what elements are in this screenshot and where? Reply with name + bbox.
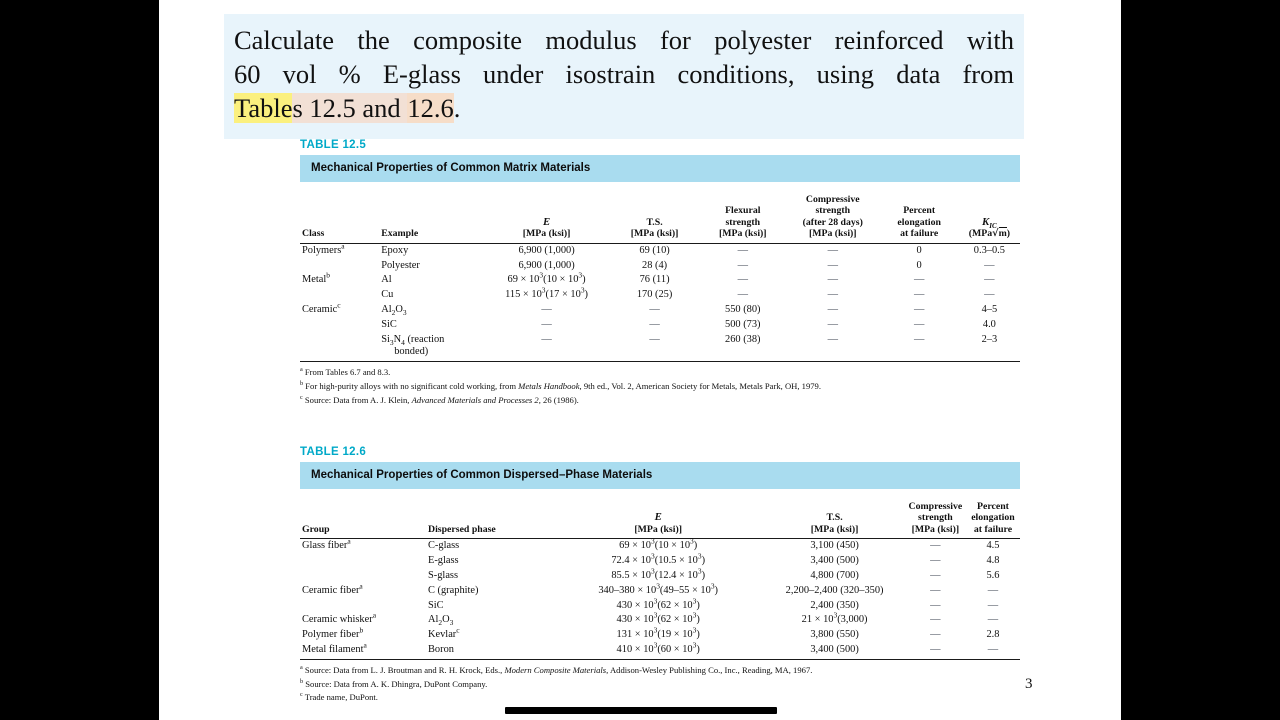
th-percent-elongation: Percent elongation at failure [966,489,1020,539]
th-dispersed-phase: Dispersed phase [426,489,552,539]
th-tensile-strength: T.S. [MPa (ksi)] [610,182,700,243]
cell-class: Ceramic$^c$ [302,300,341,315]
cell-kic: 2–3 [981,333,998,345]
cell-phase: C (graphite) [428,584,479,596]
cell-group: Glass fiber$^a$ [302,536,351,552]
table-row [300,332,1020,361]
cell-TS: $21 \times 10^3(3,000)$ [801,610,868,626]
table-125-banner: Mechanical Properties of Common Matrix Materials [300,155,1020,182]
table-row [300,273,1020,288]
cell-elong: — [987,614,999,626]
table-125 [300,182,1020,361]
cell-elong: 0 [916,244,922,256]
cell-group: Metal filament$^a$ [302,640,367,655]
cell-TS: 69 (10) [639,244,670,256]
cell-E: 6,900 (1,000) [518,244,575,256]
cell-flex: — [737,274,748,286]
cell-E: $69 \times 10^3(10 \times 10^3)$ [619,536,698,552]
cell-TS: 28 (4) [642,259,668,271]
table-row [300,288,1020,303]
cell-E: $410 \times 10^3(60 \times 10^3)$ [616,640,700,655]
footnote-b: $^b$ Source: Data from A. K. Dhingra, DuPont Company. [300,678,488,689]
cell-elong: — [987,599,999,611]
footnote-c: $^c$ Source: Data from A. J. Klein, Advanced Materials and Processes 2, 26 (1986). [300,393,579,405]
cell-example: SiC [381,318,397,330]
cell-group [300,554,426,569]
cell-TS: 2,400 (350) [810,599,859,611]
cell-phase: $Al_2O_3$ [428,614,454,628]
cell-phase: SiC [428,599,444,611]
cell-TS: 3,400 (500) [810,555,859,567]
cell-comp: — [827,289,838,301]
cell-group [300,569,426,584]
th-example: Example [379,182,483,243]
cell-flex: 500 (73) [725,318,761,330]
cell-E: $115 \times 10^3(17 \times 10^3)$ [505,285,589,301]
cell-phase: E-glass [428,555,459,567]
th-compressive-strength: Compressive strength [MPa (ksi)] [905,489,966,539]
table-row [300,569,1020,584]
cell-flex: — [737,244,748,256]
table-row [300,613,1020,628]
cell-comp: — [827,244,838,256]
table-125-body [300,243,1020,361]
letterbox-left [0,0,159,720]
cell-comp: — [827,318,838,330]
table-125-block [300,139,1020,407]
footnote-c: $^c$ Trade name, DuPont. [300,691,378,703]
cell-comp: — [930,599,941,611]
cell-E: — [541,303,552,315]
cell-E: 6,900 (1,000) [518,259,575,271]
th-modulus: E [MPa (ksi)] [484,182,610,243]
cell-example: Polyester [381,259,420,271]
cell-elong: — [913,274,925,286]
cell-group: Ceramic whisker$^a$ [302,610,377,626]
cell-kic: 0.3–0.5 [973,244,1005,256]
cell-elong: — [913,333,925,345]
table-row [300,628,1020,643]
th-compressive-strength: Compressive strength (after 28 days) [MPa (ksi)] [786,182,880,243]
footnote-a: $^a$ Source: Data from L. J. Broutman and R. H. Krock, Eds., Modern Composite Materials, Addison-Wesley Publishing Co., Inc., Reading, MA, 1967. [300,664,813,676]
highlight-table-word: Table [234,93,293,123]
table-row [300,643,1020,660]
cell-elong: — [913,318,925,330]
table-row [300,539,1020,554]
table-row [300,258,1020,273]
cell-E: $72.4 \times 10^3(10.5 \times 10^3)$ [611,551,706,567]
cell-example: Al [381,274,392,286]
table-125-label: TABLE 12.5 [300,139,367,151]
th-class: Class [300,182,379,243]
cell-comp: — [930,614,941,626]
highlight-table-125: s 12.5 and [292,93,408,123]
th-percent-elongation: Percent elongation at failure [880,182,959,243]
cell-class: Polymers$^a$ [302,241,345,256]
cell-TS: — [649,318,660,330]
table-126-label: TABLE 12.6 [300,446,367,458]
cell-elong: 5.6 [986,569,1000,581]
cell-comp: — [930,643,941,655]
cell-class [300,332,379,361]
table-row [300,554,1020,569]
cell-E: $69 \times 10^3(10 \times 10^3)$ [507,270,586,286]
question-period: . [453,93,461,123]
table-126-block [300,446,1020,705]
cell-example: $Al_2O_3$ [381,303,407,318]
cell-elong: — [913,303,925,315]
cell-elong: — [913,289,925,301]
table-126-banner: Mechanical Properties of Common Dispersed–Phase Materials [300,462,1020,489]
cell-flex: 550 (80) [725,303,761,315]
cell-kic: 4–5 [981,303,998,315]
cell-comp: — [827,303,838,315]
cell-comp: — [827,259,838,271]
cell-flex: — [737,289,748,301]
cell-phase: Kevlar$^c$ [428,625,460,641]
cell-elong: 4.8 [986,555,1000,567]
cell-TS: 2,200–2,400 (320–350) [785,584,884,596]
th-kic-units: (MPa√m) [968,228,1011,240]
table-126-footnotes [300,660,1020,704]
letterbox-right [1121,0,1280,720]
cell-comp: — [930,540,941,552]
cell-E: — [541,333,552,345]
th-flexural-strength: Flexural strength [MPa (ksi)] [700,182,786,243]
table-row [300,243,1020,258]
table-126-body [300,536,1020,660]
cell-E: $85.5 \times 10^3(12.4 \times 10^3)$ [611,566,706,581]
cell-E: $131 \times 10^3(19 \times 10^3)$ [616,625,700,641]
cell-class: Metal$^b$ [302,270,330,286]
cell-phase: S-glass [428,569,459,581]
question-line-1: Calculate the composite modulus for polyester reinforced with [234,25,1014,55]
cell-E: $430 \times 10^3(62 \times 10^3)$ [616,610,700,626]
th-tensile-strength: T.S. [MPa (ksi)] [764,489,904,539]
cell-comp: — [827,274,838,286]
cell-TS: 3,100 (450) [810,540,859,552]
cell-E: $340-380 \times 10^3(49-55 \times 10^3)$ [598,581,719,596]
cell-class [300,258,379,273]
highlight-table-126: 12.6 [407,93,454,123]
page-number: 3 [1025,676,1033,692]
cell-TS: — [649,303,660,315]
question-box [224,14,1024,139]
cell-elong: 4.5 [986,540,1000,552]
cell-phase: C-glass [428,540,460,552]
cell-TS: 3,800 (550) [810,629,859,641]
cell-comp: — [930,569,941,581]
cell-comp: — [827,333,838,345]
cell-comp: — [930,629,941,641]
cell-flex: — [737,259,748,271]
cell-kic: — [984,289,995,301]
cell-E: — [541,318,552,330]
th-fracture-toughness: $K_{IC}$ (MPa√m) [959,182,1020,243]
cell-group: Polymer fiber$^b$ [302,625,364,641]
footnote-b: $^b$ For high-purity alloys with no significant cold working, from Metals Handbook, 9th ed., Vol. 2, American Society for Metals, Metals Park, OH, 1979. [300,380,821,391]
th-group: Group [300,489,426,539]
cell-elong: — [987,643,999,655]
footnote-a: $^a$ From Tables 6.7 and 8.3. [300,366,391,378]
table-row [300,598,1020,613]
slide-canvas [159,0,1121,720]
cell-class [300,318,379,333]
table-row [300,303,1020,318]
cell-TS: 3,400 (500) [810,643,859,655]
question-line-3 [234,91,1014,125]
cell-comp: — [930,584,941,596]
cell-elong: 2.8 [986,629,1000,641]
cell-TS: 170 (25) [636,289,673,301]
cell-kic: — [984,274,995,286]
cell-group: Ceramic fiber$^a$ [302,581,363,596]
th-modulus: E [MPa (ksi)] [552,489,764,539]
cell-example: Cu [381,289,394,301]
table-row [300,318,1020,333]
cell-flex: 260 (38) [725,333,761,345]
cell-E: $430 \times 10^3(62 \times 10^3)$ [616,596,700,611]
cell-kic: 4.0 [982,318,996,330]
table-126 [300,489,1020,659]
table-125-footnotes [300,362,1020,406]
cell-kic: — [984,259,995,271]
cell-elong: — [987,584,999,596]
cell-example: $Si_3N_4$ (reaction bonded) [381,333,445,357]
cell-example: Epoxy [381,244,409,256]
table-row [300,584,1020,599]
playback-progress-bar[interactable] [505,707,777,714]
cell-TS: 76 (11) [639,274,670,286]
cell-elong: 0 [916,259,922,271]
cell-TS: — [649,333,660,345]
cell-phase: Boron [428,643,454,655]
cell-comp: — [930,555,941,567]
cell-group [300,598,426,613]
question-line-2: 60 vol % E-glass under isostrain conditions, using data from [234,59,1014,89]
cell-TS: 4,800 (700) [810,569,859,581]
